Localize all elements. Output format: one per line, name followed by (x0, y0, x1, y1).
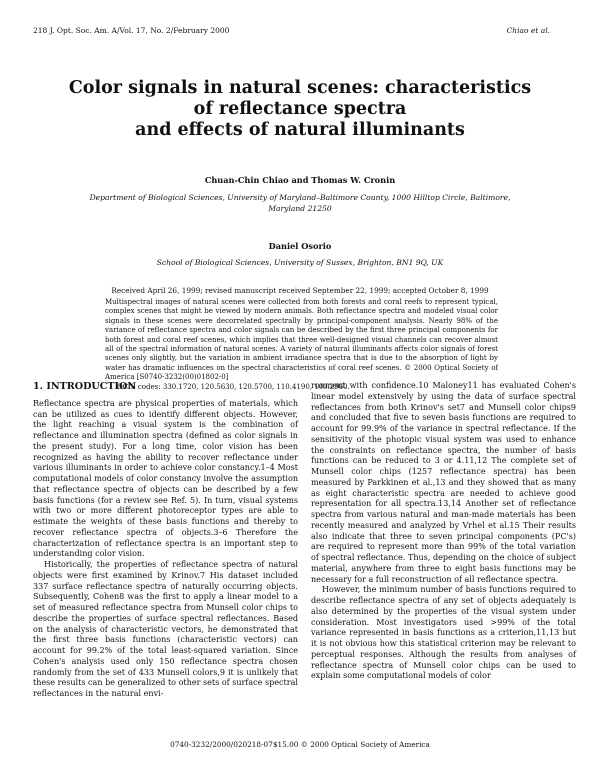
section-heading: 1. INTRODUCTION (33, 381, 137, 392)
abstract-text: Multispectral images of natural scenes were collected from both forests and coral reefs to represent typical, complex scenes that might be viewed by modern animals. Both reflectance spectra and modeled visual color signals in these scenes were decorrelated spectrally by principal-component analysis. Nearly 98% of the variance of reflectance spectra and color signals can be described by the first three principal components for both forest and coral reef scenes, which implies that three well-designed visual channels can recover almost all of the spectral information of natural scenes. A variety of natural illuminants affects color signals of forest scenes only slightly, but the variation in ambient irradiance spectra that is due to the absorption of light by water has dramatic influences on the spectral characteristics of coral reef scenes. © 2000 Optical Society of America [S0740-3232(00)01802-0] (105, 298, 498, 382)
running-header-left: 218 J. Opt. Soc. Am. A/Vol. 17, No. 2/February 2000 (33, 26, 230, 35)
ocis-codes: OCIS codes: 330.1720, 120.5630, 120.5700, 110.4190, 100.2960. (117, 382, 350, 391)
received-dates: Received April 26, 1999; revised manuscript received September 22, 1999; accepted October 8, 1999 (111, 286, 489, 295)
paragraph: Reflectance spectra are physical properties of materials, which can be utilized as cues to identify different objects. However, the light reaching a visual system is the combination of reflectance and illumination spectra (defined as color signals in the present study). For a long time, color vision has been recognized as having the ability to recover reflectance under various illuminants in order to achieve color constancy.1–4 Most computational models of color constancy involve the assumption that reflectance spectra of objects can be described by a few basis functions (for a review see Ref. 5). In turn, visual systems with two or more different photoreceptor types are able to estimate the weights of these basis functions and thereby to recover reflectance spectra of objects.3–6 Therefore the characterization of reflectance spectra is an important step to understanding color vision. (33, 398, 298, 559)
paragraph: ronment with confidence.10 Maloney11 has evaluated Cohen's linear model extensively by using the data of surface spectral reflectances from both Krinov's set7 and Munsell color chips9 and concluded that five to seven basis functions are required to account for 99.9% of the variance in spectral reflectance. If the sensitivity of the photopic visual system was used to enhance the constraints on reflectance spectra, the number of basis functions can be reduced to 3 or 4.11,12 The complete set of Munsell color chips (1257 reflectance spectra) has been measured by Parkkinen et al.,13 and they showed that as many as eight characteristic spectra are needed to achieve good representation for all spectra.13,14 Another set of reflectance spectra from various natural and man-made materials has been recently measured and analyzed by Vrhel et al.15 Their results also indicate that three to seven principal components (PC's) are required to represent more than 99% of the total variation of spectral reflectance. Thus, depending on the choice of subject material, anywhere from three to eight basis functions may be necessary for a full reconstruction of all reflectance spectra. (311, 381, 576, 584)
affiliation-secondary: School of Biological Sciences, University of Sussex, Brighton, BN1 9Q, UK (156, 258, 444, 267)
article-title (0, 78, 600, 141)
left-column (33, 382, 298, 700)
page-footer: 0740-3232/2000/020218-07$15.00 © 2000 Optical Society of America (170, 740, 430, 749)
title-line-1: Color signals in natural scenes: characteristics (68, 78, 532, 98)
paragraph: Historically, the properties of reflectance spectra of natural objects were first examined by Krinov.7 His dataset included 337 surface reflectance spectra of naturally occurring objects. Subsequently, Cohen8 was the first to apply a linear model to a set of measured reflectance spectra from Munsell color chips to describe the properties of surface spectral reflectances. Based on the analysis of characteristic vectors, he demonstrated that the first three basis functions (characteristic vectors) can account for 99.2% of the total least-squared variation. Since Cohen's analysis used only 150 reflectance spectra chosen randomly from the set of 433 Munsell colors,9 it is unlikely that these results can be generalized to other sets of surface spectral reflectances in the natural envi- (33, 560, 298, 698)
abstract (105, 298, 498, 392)
affiliation-primary: Department of Biological Sciences, University of Maryland–Baltimore County, 1000 Hilltop Circle, Baltimore, Maryland 21250 (89, 193, 511, 213)
right-column (311, 381, 576, 682)
title-line-3: and effects of natural illuminants (135, 120, 465, 140)
authors-primary: Chuan-Chin Chiao and Thomas W. Cronin (204, 175, 396, 185)
title-line-2: of reflectance spectra (193, 99, 407, 119)
authors-secondary: Daniel Osorio (268, 241, 332, 251)
paragraph: However, the minimum number of basis functions required to describe reflectance spectra of any set of objects adequately is also determined by the properties of the visual system under consideration. Most investigators used >99% of the total variance represented in basis functions as a criterion,11,13 but it is not obvious how this statistical criterion may be relevant to perceptual responses. Although the results from analyses of reflectance spectra of Munsell color chips can be used to explain some computational models of color (311, 585, 576, 681)
running-header-right: Chiao et al. (506, 26, 550, 35)
